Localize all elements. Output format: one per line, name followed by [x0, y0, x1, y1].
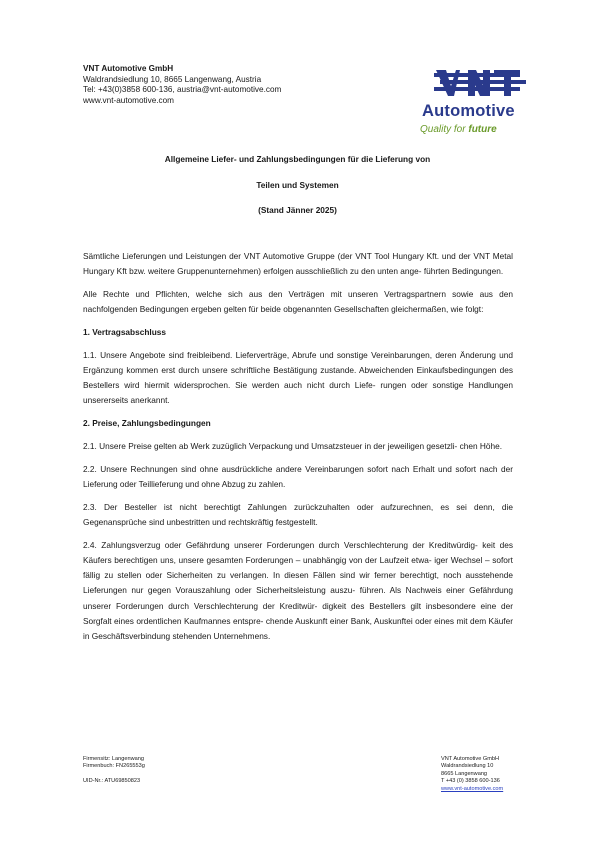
footer-city: 8665 Langenwang	[441, 770, 488, 777]
section-1-title: 1. Vertragsabschluss	[83, 327, 167, 337]
company-contact: Tel: +43(0)3858 600-136, austria@vnt-automotive.com	[83, 85, 282, 94]
footer-company: VNT Automotive GmbH	[441, 756, 500, 762]
clause-1-1: 1.1. Unsere Angebote sind freibleibend. Lieferverträge, Abrufe und sonstige Vereinbarungen, deren Änderung und Ergänzung kommen erst durch unsere schriftliche Bestätigung zustande. Abweichenden Einkaufsbedingungen des Bestellers wird hiermit widersprochen. Sie werden auch nicht durch Liefe- rungen oder sonstige Handlungen unsererseits anerkannt.	[83, 349, 513, 406]
vnt-logo-mark	[434, 70, 534, 100]
intro-paragraph-2: Alle Rechte und Pflichten, welche sich aus den Verträgen mit unseren Vertragspartnern sowie aus den nachfolgenden Bedingungen ergeben gelten für beide obgenannten Gesellschaften gleichermaßen, wie folgt:	[83, 289, 513, 315]
footer-seat: Firmensitz: Langenwang	[83, 756, 144, 762]
footer-phone: T +43 (0) 3858 600-136	[441, 778, 500, 785]
clause-2-1: 2.1. Unsere Preise gelten ab Werk zuzüglich Verpackung und Umsatzsteuer in der jeweiligen gesetzli- chen Höhe.	[83, 441, 503, 451]
document-body	[83, 249, 513, 652]
footer-legal-info	[83, 756, 145, 786]
clause-2-3: 2.3. Der Besteller ist nicht berechtigt Zahlungen zurückzuhalten oder aufzurechnen, es sei denn, die Gegenansprüche sind unbestritten und rechtskräftig festgestellt.	[83, 501, 513, 527]
clause-2-2: 2.2. Unsere Rechnungen sind ohne ausdrückliche andere Vereinbarungen sofort nach Erhalt und sofort nach der Lieferung oder Teillieferung und ohne Abzug zu zahlen.	[83, 463, 513, 489]
company-name: VNT Automotive GmbH	[83, 64, 174, 73]
logo-slogan-quality: Quality for	[420, 124, 469, 135]
footer-website-link[interactable]: www.vnt-automotive.com	[441, 785, 504, 792]
footer-street: Waldrandsiedlung 10	[441, 763, 494, 770]
document-title-line1: Allgemeine Liefer- und Zahlungsbedingungen für die Lieferung von	[164, 154, 431, 164]
logo-slogan-future: future	[468, 124, 497, 135]
footer-register: Firmenbuch: FN265553g	[83, 763, 145, 770]
footer-vat: UID-Nr.: ATU69850823	[83, 778, 141, 785]
letterhead	[83, 64, 281, 106]
section-2-title: 2. Preise, Zahlungsbedingungen	[83, 418, 211, 429]
vnt-logo	[416, 70, 524, 140]
clause-2-4: 2.4. Zahlungsverzug oder Gefährdung unserer Forderungen durch Verschlechterung der Kreditwürdig- keit des Käufers berechtigen uns, unsere gesamten Forderungen – unabhängig von der Laufzeit etwa- iger Wechsel – sofort fällig zu stellen oder Sicherheiten zu verlangen. In diesen Fällen sind wir ferner berechtigt, noch ausstehende Lieferungen nur gegen Vorauszahlung oder Sicherheitsleistung auszu- führen. Als Nachweis einer Gefährdung unserer Forderungen durch Verschlechterung der Kreditwür- digkeit des Bestellers gilt insbesondere eine der Sorgfalt eines ordentlichen Kaufmannes entspre- chende Auskunft einer Bank, Auskunftei oder eines mit dem Käufer in Geschäftsverbindung stehenden Unternehmens.	[83, 539, 513, 642]
logo-brand-text: Automotive	[422, 102, 515, 120]
footer-address	[441, 756, 503, 793]
company-address: Waldrandsiedlung 10, 8665 Langenwang, Austria	[83, 74, 262, 84]
company-website: www.vnt-automotive.com	[83, 95, 175, 105]
intro-paragraph-1: Sämtliche Lieferungen und Leistungen der VNT Automotive Gruppe (der VNT Tool Hungary Kft. und der VNT Metal Hungary Kft bzw. weitere Gruppenunternehmen) erfolgen ausschließlich zu den unten ange- führten Bedingungen.	[83, 251, 513, 277]
document-title-line3: (Stand Jänner 2025)	[258, 205, 337, 215]
logo-slogan	[420, 124, 497, 135]
document-title-line2: Teilen und Systemen	[256, 180, 339, 190]
